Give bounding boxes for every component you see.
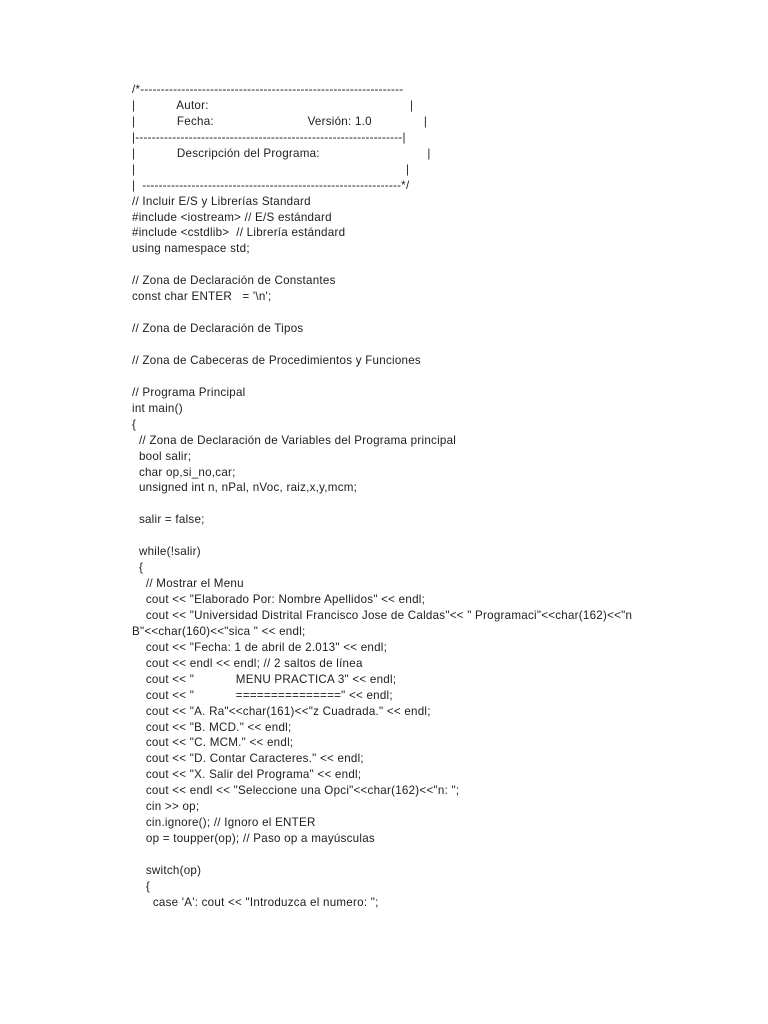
code-line <box>132 496 632 512</box>
code-line: { <box>132 879 151 893</box>
code-line: cout << "Elaborado Por: Nombre Apellidos" << endl; <box>132 593 426 606</box>
code-line: // Programa Principal <box>132 385 246 399</box>
code-line: { <box>132 561 144 575</box>
code-line <box>132 528 632 544</box>
code-line: bool salir; <box>132 449 192 463</box>
code-line: cin >> op; <box>132 800 200 814</box>
code-line: { <box>132 417 137 431</box>
code-line: cout << "B. MCD." << endl; <box>132 720 292 734</box>
code-line: while(!salir) <box>132 545 201 559</box>
code-line <box>132 257 632 273</box>
code-line: cout << "Fecha: 1 de abril de 2.013" << endl; <box>132 640 388 654</box>
code-line: cout << "D. Contar Caracteres." << endl; <box>132 752 364 766</box>
source-code-listing <box>132 82 632 911</box>
code-line: op = toupper(op); // Paso op a mayúsculas <box>132 832 375 846</box>
code-line: #include <cstdlib> // Librería estándard <box>132 226 346 240</box>
code-line: | | <box>132 162 410 176</box>
code-line: using namespace std; <box>132 242 250 256</box>
code-line <box>132 369 632 385</box>
code-line: const char ENTER = '\n'; <box>132 290 272 304</box>
code-line: #include <iostream> // E/S estándard <box>132 210 332 224</box>
code-line <box>132 847 632 863</box>
code-line: // Zona de Cabeceras de Procedimientos y Funciones <box>132 353 421 367</box>
code-line: char op,si_no,car; <box>132 465 236 479</box>
code-line: cout << " MENU PRACTICA 3" << endl; <box>132 672 397 686</box>
code-line <box>132 337 632 353</box>
code-line: | Autor: | <box>132 98 414 112</box>
code-line: unsigned int n, nPal, nVoc, raiz,x,y,mcm; <box>132 481 358 495</box>
code-line: int main() <box>132 401 183 415</box>
code-line: cout << " ===============" << endl; <box>132 688 393 702</box>
code-line: cout << "A. Ra"<<char(161)<<"z Cuadrada." << endl; <box>132 704 431 718</box>
code-line: cin.ignore(); // Ignoro el ENTER <box>132 816 316 830</box>
code-line: case 'A': cout << "Introduzca el numero: "; <box>132 895 379 909</box>
code-line: // Mostrar el Menu <box>132 577 244 591</box>
code-line: cout << endl << endl; // 2 saltos de línea <box>132 656 363 670</box>
code-line: // Zona de Declaración de Variables del Programa principal <box>132 433 457 447</box>
code-line: // Incluir E/S y Librerías Standard <box>132 194 311 208</box>
code-line: switch(op) <box>132 863 202 877</box>
code-line <box>132 305 632 321</box>
code-line: | ---------------------------------------------------------------*/ <box>132 178 410 192</box>
code-line: B"<<char(160)<<"sica " << endl; <box>132 624 306 638</box>
code-line: // Zona de Declaración de Tipos <box>132 322 304 336</box>
code-line: |-----------------------------------------------------------------| <box>132 130 406 144</box>
code-line: cout << endl << "Seleccione una Opci"<<char(162)<<"n: "; <box>132 784 460 798</box>
code-line: | Descripción del Programa: | <box>132 146 431 160</box>
code-line: | Fecha: Versión: 1.0 | <box>132 114 428 128</box>
code-line: cout << "X. Salir del Programa" << endl; <box>132 768 362 782</box>
code-line: salir = false; <box>132 513 205 527</box>
code-line: // Zona de Declaración de Constantes <box>132 274 336 288</box>
code-line: cout << "C. MCM." << endl; <box>132 736 294 750</box>
code-line: /*---------------------------------------------------------------- <box>132 83 404 96</box>
code-line: cout << "Universidad Distrital Francisco Jose de Caldas"<< " Programaci"<<char(162)<<"n <box>132 608 633 622</box>
